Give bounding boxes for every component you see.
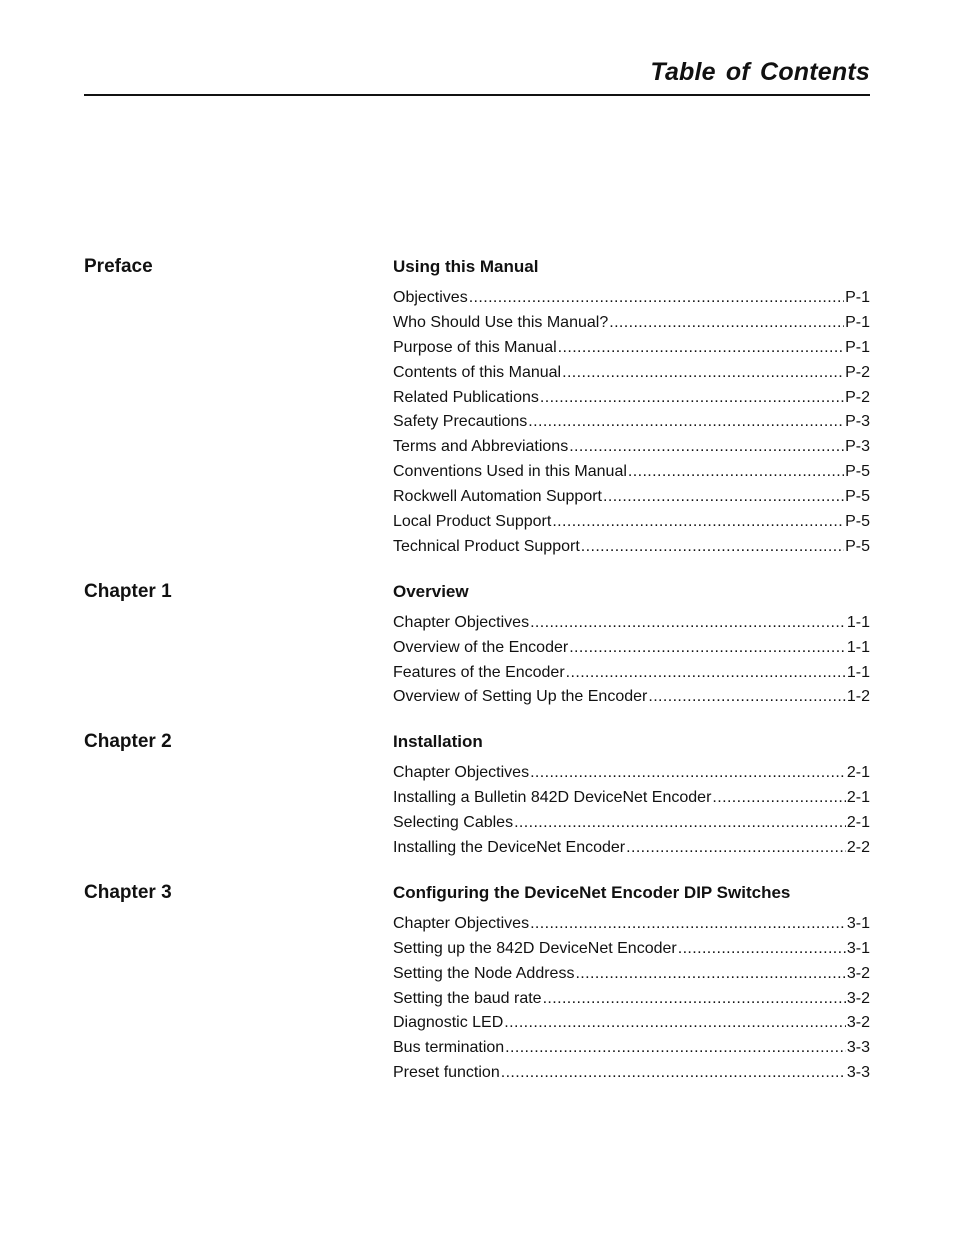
toc-entry-page: P-1 [845,338,870,356]
dot-leader [552,510,844,535]
toc-entry[interactable] [393,937,870,962]
dot-leader [558,336,844,361]
toc-entry-page: 3-2 [846,1014,870,1032]
dot-leader [566,661,846,686]
dot-leader [562,361,844,386]
toc-entry[interactable] [393,1036,870,1061]
toc-section [84,880,870,1086]
section-label: Chapter 2 [84,731,172,753]
toc-entry-text: Overview of Setting Up the Encoder [393,688,648,706]
section-title[interactable]: Overview [393,581,469,601]
toc-entry-text: Chapter Objectives [393,914,530,932]
section-body [393,254,870,560]
toc-entry[interactable] [393,836,870,861]
toc-entry-page: 1-1 [846,638,870,656]
toc-entry-page: 3-2 [846,989,870,1007]
dot-leader [712,786,845,811]
toc-entry-page: P-5 [845,537,870,555]
toc-entry[interactable] [393,386,870,411]
toc-entry[interactable] [393,361,870,386]
dot-leader [569,636,846,661]
dot-leader [504,1011,846,1036]
section-title[interactable]: Installation [393,732,483,752]
dot-leader [501,1061,846,1086]
toc-entry-page: 3-2 [846,964,870,982]
toc-entry-page: 2-1 [846,789,870,807]
toc-entry-text: Bus termination [393,1039,505,1057]
toc-entry-page: 1-2 [846,688,870,706]
dot-leader [648,685,846,710]
toc-entry-page: P-2 [845,363,870,381]
toc-entry[interactable] [393,485,870,510]
dot-leader [543,987,846,1012]
toc-section [84,579,870,711]
toc-entry[interactable] [393,761,870,786]
toc-entry[interactable] [393,510,870,535]
toc-entry-page: P-3 [845,438,870,456]
toc-entry-page: P-5 [845,513,870,531]
toc-entry-page: 3-1 [846,939,870,957]
toc-entry[interactable] [393,636,870,661]
dot-leader [528,410,844,435]
toc-entry-page: 2-1 [846,814,870,832]
toc-entry-page: P-1 [845,289,870,306]
toc-entry[interactable] [393,912,870,937]
toc-entry[interactable] [393,435,870,460]
toc-entry-text: Setting the Node Address [393,964,575,982]
toc-entry[interactable] [393,685,870,710]
dot-leader [628,460,844,485]
toc-entry-text: Contents of this Manual [393,363,562,381]
section-title[interactable]: Using this Manual [393,257,539,276]
toc-entry[interactable] [393,336,870,361]
dot-leader [626,836,846,861]
toc-entry-page: 1-1 [846,663,870,681]
toc-entry-text: Safety Precautions [393,413,528,431]
toc-entry-page: 3-3 [846,1064,870,1082]
toc-entry[interactable] [393,286,870,311]
section-body [393,729,870,861]
dot-leader [514,811,846,836]
toc-entry-text: Local Product Support [393,513,552,531]
toc-entry-text: Related Publications [393,388,539,406]
toc-entry-page: 2-1 [846,764,870,782]
title-rule [84,94,870,96]
toc-entry[interactable] [393,611,870,636]
section-label: Chapter 1 [84,580,172,602]
dot-leader [603,485,844,510]
table-of-contents [84,254,870,1086]
toc-entry-text: Overview of the Encoder [393,638,569,656]
toc-entry-text: Selecting Cables [393,814,514,832]
toc-entry-text: Chapter Objectives [393,764,530,782]
toc-entry[interactable] [393,987,870,1012]
dot-leader [540,386,844,411]
toc-entry-page: 3-3 [846,1039,870,1057]
toc-entry-text: Installing a Bulletin 842D DeviceNet Encoder [393,789,712,807]
dot-leader [569,435,844,460]
toc-entry-page: P-2 [845,388,870,406]
dot-leader [609,311,844,336]
toc-section [84,729,870,861]
section-body [393,880,870,1086]
section-title[interactable]: Configuring the DeviceNet Encoder DIP Switches [393,882,791,902]
toc-entry-page: P-5 [845,463,870,481]
toc-entry-page: P-1 [845,313,870,331]
toc-entry[interactable] [393,786,870,811]
toc-entry-page: 1-1 [846,613,870,631]
toc-entry[interactable] [393,962,870,987]
toc-entry-page: 3-1 [846,914,870,932]
dot-leader [678,937,846,962]
dot-leader [581,535,844,560]
dot-leader [505,1036,846,1061]
toc-entry[interactable] [393,1061,870,1086]
page-title: Table of Contents [650,58,870,86]
toc-entry[interactable] [393,661,870,686]
toc-entry-text: Setting the baud rate [393,989,542,1007]
dot-leader [530,761,846,786]
toc-entry-text: Purpose of this Manual [393,338,557,356]
dot-leader [530,611,846,636]
toc-entry-page: P-5 [845,488,870,506]
toc-entry[interactable] [393,1011,870,1036]
section-label: Preface [84,256,153,277]
section-label: Chapter 3 [84,881,172,903]
toc-entry-text: Preset function [393,1064,500,1082]
toc-entry-text: Rockwell Automation Support [393,488,602,506]
toc-entry-text: Terms and Abbreviations [393,438,569,456]
toc-entry-text: Who Should Use this Manual? [393,313,609,331]
toc-entry[interactable] [393,535,870,560]
toc-entry[interactable] [393,811,870,836]
toc-entry-page: 2-2 [846,839,870,857]
dot-leader [530,912,846,937]
toc-section [84,254,870,560]
toc-entry[interactable] [393,410,870,435]
toc-entry-text: Chapter Objectives [393,613,530,631]
toc-entry-text: Installing the DeviceNet Encoder [393,839,626,857]
toc-entry[interactable] [393,311,870,336]
dot-leader [575,962,845,987]
toc-entry-page: P-3 [845,413,870,431]
section-body [393,579,870,711]
toc-entry[interactable] [393,460,870,485]
toc-entry-text: Setting up the 842D DeviceNet Encoder [393,939,677,957]
dot-leader [469,286,844,311]
toc-entry-text: Features of the Encoder [393,663,565,681]
toc-entry-text: Conventions Used in this Manual [393,463,627,481]
toc-entry-text: Objectives [393,289,468,306]
toc-entry-text: Diagnostic LED [393,1014,504,1032]
toc-entry-text: Technical Product Support [393,537,580,555]
